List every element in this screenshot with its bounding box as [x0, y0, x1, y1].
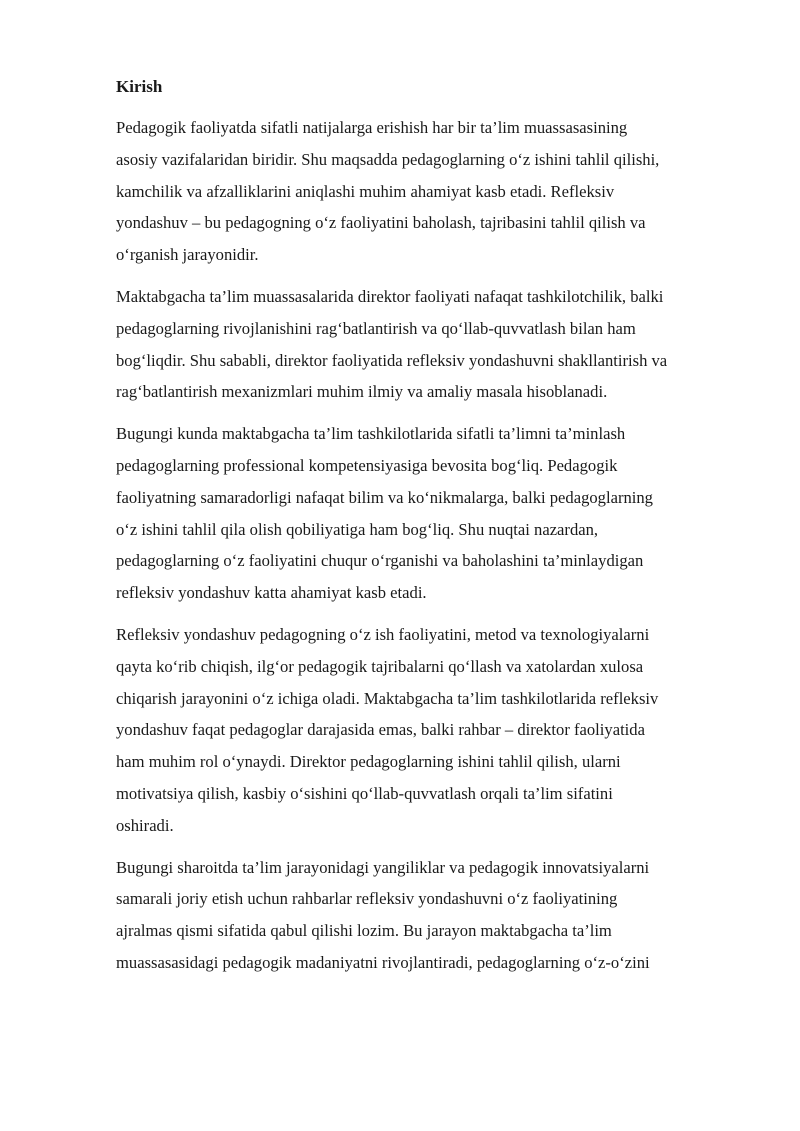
text-line: Bugungi kunda maktabgacha ta’lim tashkilotlarida sifatli ta’limni ta’minlash — [116, 424, 626, 444]
paragraph-5 — [116, 852, 746, 979]
text-line: ajralmas qismi sifatida qabul qilishi lozim. Bu jarayon maktabgacha ta’lim — [116, 921, 612, 941]
paragraph-3 — [116, 418, 746, 609]
document-page — [116, 74, 746, 989]
text-line: qayta ko‘rib chiqish, ilg‘or pedagogik tajribalarni qo‘llash va xatolardan xulosa — [116, 656, 644, 676]
text-line: yondashuv – bu pedagogning o‘z faoliyatini baholash, tajribasini tahlil qilish va — [116, 213, 646, 233]
text-line: asosiy vazifalaridan biridir. Shu maqsadda pedagoglarning o‘z ishini tahlil qilishi, — [116, 149, 660, 169]
text-line: muassasasidagi pedagogik madaniyatni rivojlantiradi, pedagoglarning o‘z-o‘zini — [116, 952, 650, 972]
text-line: kamchilik va afzalliklarini aniqlashi muhim ahamiyat kasb etadi. Refleksiv — [116, 181, 615, 201]
text-line: pedagoglarning o‘z faoliyatini chuqur o‘rganishi va baholashini ta’minlaydigan — [116, 551, 644, 571]
text-line: ham muhim rol o‘ynaydi. Direktor pedagoglarning ishini tahlil qilish, ularni — [116, 752, 621, 772]
text-line: pedagoglarning professional kompetensiyasiga bevosita bog‘liq. Pedagogik — [116, 455, 618, 475]
text-line: pedagoglarning rivojlanishini rag‘batlantirish va qo‘llab-quvvatlash bilan ham — [116, 318, 636, 338]
paragraph-1 — [116, 112, 746, 271]
paragraph-4 — [116, 619, 746, 842]
text-line: Pedagogik faoliyatda sifatli natijalarga erishish har bir ta’lim muassasasining — [116, 118, 628, 137]
section-heading: Kirish — [116, 77, 163, 96]
text-line: rag‘batlantirish mexanizmlari muhim ilmiy va amaliy masala hisoblanadi. — [116, 382, 608, 402]
text-line: samarali joriy etish uchun rahbarlar refleksiv yondashuvni o‘z faoliyatining — [116, 889, 618, 909]
text-line: Maktabgacha ta’lim muassasalarida direktor faoliyati nafaqat tashkilotchilik, balki — [116, 286, 664, 306]
text-line: faoliyatning samaradorligi nafaqat bilim va ko‘nikmalarga, balki pedagoglarning — [116, 487, 653, 507]
text-line: refleksiv yondashuv katta ahamiyat kasb etadi. — [116, 583, 427, 603]
text-line: o‘rganish jarayonidir. — [116, 245, 259, 265]
paragraph-2 — [116, 281, 746, 408]
text-line: bog‘liqdir. Shu sababli, direktor faoliyatida refleksiv yondashuvni shakllantirish va — [116, 350, 668, 370]
text-line: oshiradi. — [116, 815, 174, 835]
text-line: Bugungi sharoitda ta’lim jarayonidagi yangiliklar va pedagogik innovatsiyalarni — [116, 857, 650, 877]
text-line: yondashuv faqat pedagoglar darajasida emas, balki rahbar – direktor faoliyatida — [116, 720, 645, 740]
text-line: Refleksiv yondashuv pedagogning o‘z ish faoliyatini, metod va texnologiyalarni — [116, 624, 650, 644]
text-line: motivatsiya qilish, kasbiy o‘sishini qo‘llab-quvvatlash orqali ta’lim sifatini — [116, 783, 613, 803]
text-line: o‘z ishini tahlil qila olish qobiliyatiga ham bog‘liq. Shu nuqtai nazardan, — [116, 519, 599, 539]
text-line: chiqarish jarayonini o‘z ichiga oladi. Maktabgacha ta’lim tashkilotlarida refleksiv — [116, 688, 659, 708]
